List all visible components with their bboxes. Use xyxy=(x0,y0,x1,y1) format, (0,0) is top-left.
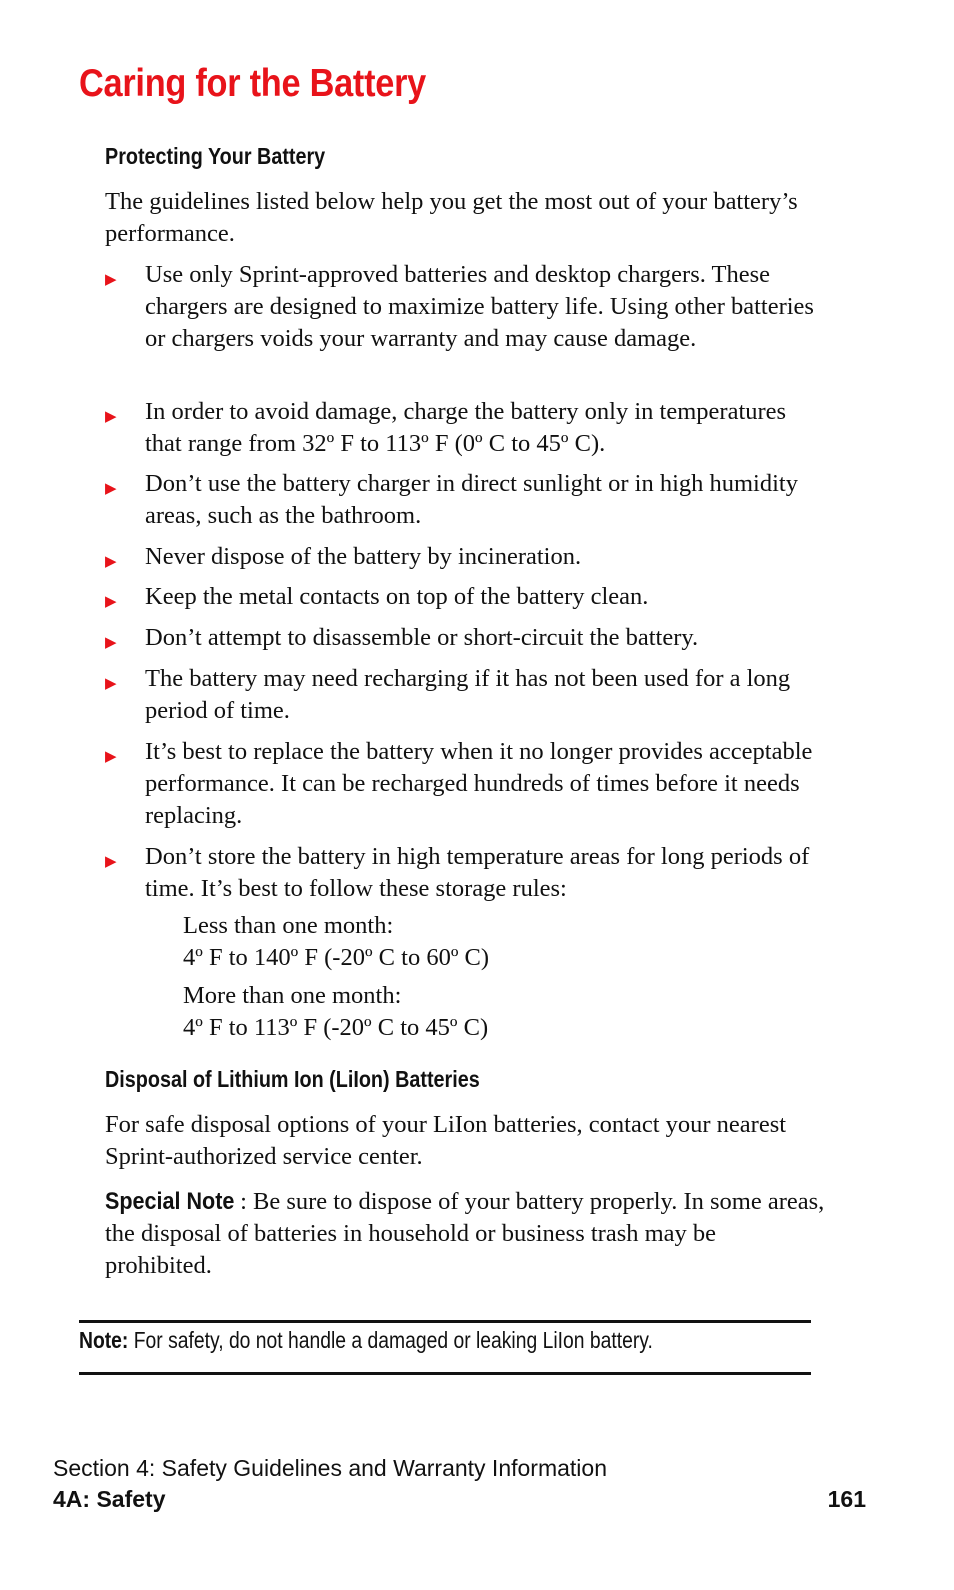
storage-rule-range: 4º F to 113º F (-20º C to 45º C) xyxy=(183,1014,489,1041)
section-heading-protecting: Protecting Your Battery xyxy=(105,143,326,169)
special-note-text: : Be sure to dispose of your battery properly. In some areas, the disposal of batteries in household or business trash may be prohibited. xyxy=(105,1188,825,1279)
bullet-arrow-icon: ▶ xyxy=(105,479,117,497)
bullet-arrow-icon: ▶ xyxy=(105,592,117,610)
bullet-arrow-icon: ▶ xyxy=(105,270,117,288)
note-text: For safety, do not handle a damaged or leaking LiIon battery. xyxy=(133,1327,653,1353)
bullet-arrow-icon: ▶ xyxy=(105,747,117,765)
storage-rule-label: More than one month: xyxy=(183,982,402,1009)
note-bottom-divider xyxy=(79,1372,811,1375)
list-item-text: Don’t attempt to disassemble or short-circuit the battery. xyxy=(145,624,699,651)
special-note xyxy=(105,1186,825,1282)
list-item-text: Use only Sprint-approved batteries and desktop chargers. These chargers are designed to maximize battery life. Using other batteries or chargers voids your warranty and may cause damage. xyxy=(145,261,814,352)
page-title: Caring for the Battery xyxy=(79,62,426,105)
note-top-divider xyxy=(79,1320,811,1323)
list-item-text: In order to avoid damage, charge the battery only in temperatures that range from 32º F to 113º F (0º C to 45º C). xyxy=(145,398,787,457)
list-item-text: Don’t store the battery in high temperature areas for long periods of time. It’s best to follow these storage rules: xyxy=(145,843,810,902)
bullet-arrow-icon: ▶ xyxy=(105,674,117,692)
list-item-text: Never dispose of the battery by incineration. xyxy=(145,543,582,570)
section-heading-disposal: Disposal of Lithium Ion (LiIon) Batteries xyxy=(105,1066,480,1092)
storage-rule-range: 4º F to 140º F (-20º C to 60º C) xyxy=(183,944,490,971)
list-item-text: Keep the metal contacts on top of the battery clean. xyxy=(145,583,649,610)
list-item-text: The battery may need recharging if it has not been used for a long period of time. xyxy=(145,665,791,724)
bullet-arrow-icon: ▶ xyxy=(105,852,117,870)
list-item-text: It’s best to replace the battery when it no longer provides acceptable performance. It can be recharged hundreds of times before it needs replacing. xyxy=(145,738,813,829)
special-note-label: Special Note xyxy=(105,1188,235,1215)
note-label: Note: xyxy=(79,1327,129,1353)
section-intro-protecting: The guidelines listed below help you get the most out of your battery’s performance. xyxy=(105,188,798,247)
bullet-arrow-icon: ▶ xyxy=(105,407,117,425)
list-item-text: Don’t use the battery charger in direct sunlight or in high humidity areas, such as the bathroom. xyxy=(145,470,798,529)
safety-note xyxy=(79,1327,653,1354)
bullet-arrow-icon: ▶ xyxy=(105,633,117,651)
bullet-arrow-icon: ▶ xyxy=(105,552,117,570)
storage-rule-label: Less than one month: xyxy=(183,912,394,939)
footer-section-title: Section 4: Safety Guidelines and Warranty Information xyxy=(53,1455,607,1481)
footer-chapter: 4A: Safety xyxy=(53,1486,166,1512)
section-intro-disposal: For safe disposal options of your LiIon batteries, contact your nearest Sprint-authorized service center. xyxy=(105,1111,787,1170)
page-number: 161 xyxy=(827,1486,866,1512)
